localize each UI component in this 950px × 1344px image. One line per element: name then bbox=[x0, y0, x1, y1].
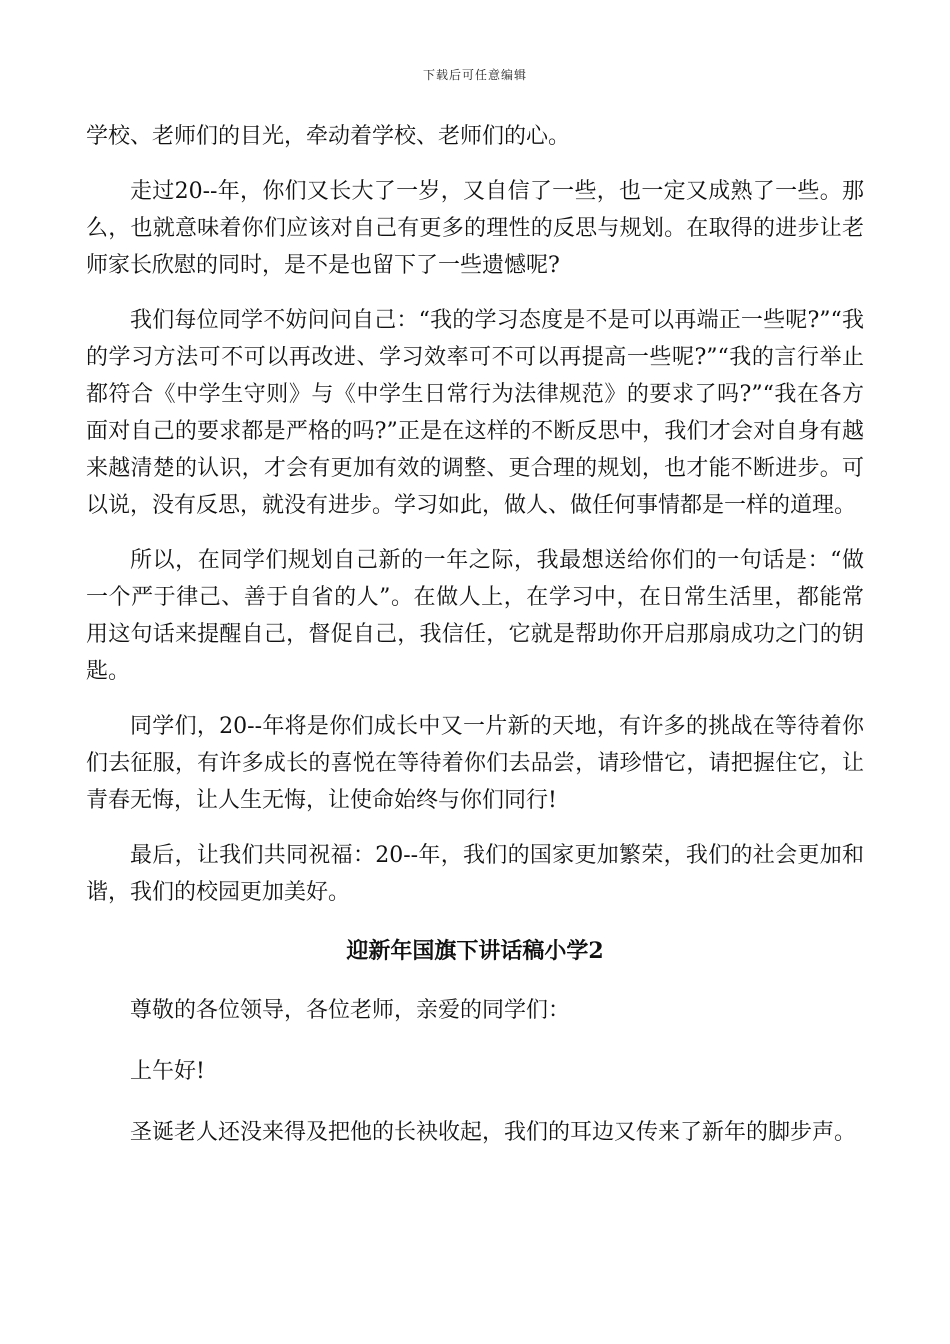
greeting-paragraph: 尊敬的各位领导，各位老师，亲爱的同学们： bbox=[130, 998, 571, 1023]
paragraph: 走过20--年，你们又长大了一岁，又自信了一些，也一定又成熟了一些。那么，也就意味着你们应该对自己有更多的理性的反思与规划。在取得的进步让老师家长欣慰的同时，是不是也留下了一些遗憾呢? bbox=[86, 179, 864, 278]
paragraph: 圣诞老人还没来得及把他的长袂收起，我们的耳边又传来了新年的脚步声。 bbox=[130, 1120, 857, 1145]
greeting-paragraph: 上午好! bbox=[130, 1059, 205, 1084]
page-header: 下载后可任意编辑 bbox=[422, 68, 527, 82]
section-title: 迎新年国旗下讲话稿小学2 bbox=[346, 938, 604, 964]
paragraph: 我们每位同学不妨问问自己：“我的学习态度是不是可以再端正一些呢?”“我的学习方法可不可以再改进、学习效率可不可以再提高一些呢?”“我的言行举止都符合《中学生守则》与《中学生日常行为法律规范》的要求了吗?”“我在各方面对自己的要求都是严格的吗?”正是在这样的不断反思中，我们才会对自身有越来越清楚的认识，才会有更加有效的调整、更合理的规划，也才能不断进步。可以说，没有反思，就没有进步。学习如此，做人、做任何事情都是一样的道理。 bbox=[86, 308, 864, 518]
paragraph: 同学们，20--年将是你们成长中又一片新的天地，有许多的挑战在等待着你们去征服，有许多成长的喜悦在等待着你们去品尝，请珍惜它，请把握住它，让青春无悔，让人生无悔，让使命始终与你们同行! bbox=[86, 714, 864, 813]
paragraph: 所以，在同学们规划自己新的一年之际，我最想送给你们的一句话是：“做一个严于律己、善于自省的人”。在做人上，在学习中，在日常生活里，都能常用这句话来提醒自己，督促自己，我信任，它就是帮助你开启那扇成功之门的钥匙。 bbox=[86, 548, 864, 684]
document-body bbox=[86, 118, 864, 1169]
paragraph: 学校、老师们的目光，牵动着学校、老师们的心。 bbox=[86, 124, 571, 149]
paragraph: 最后，让我们共同祝福：20--年，我们的国家更加繁荣，我们的社会更加和谐，我们的校园更加美好。 bbox=[86, 843, 864, 905]
